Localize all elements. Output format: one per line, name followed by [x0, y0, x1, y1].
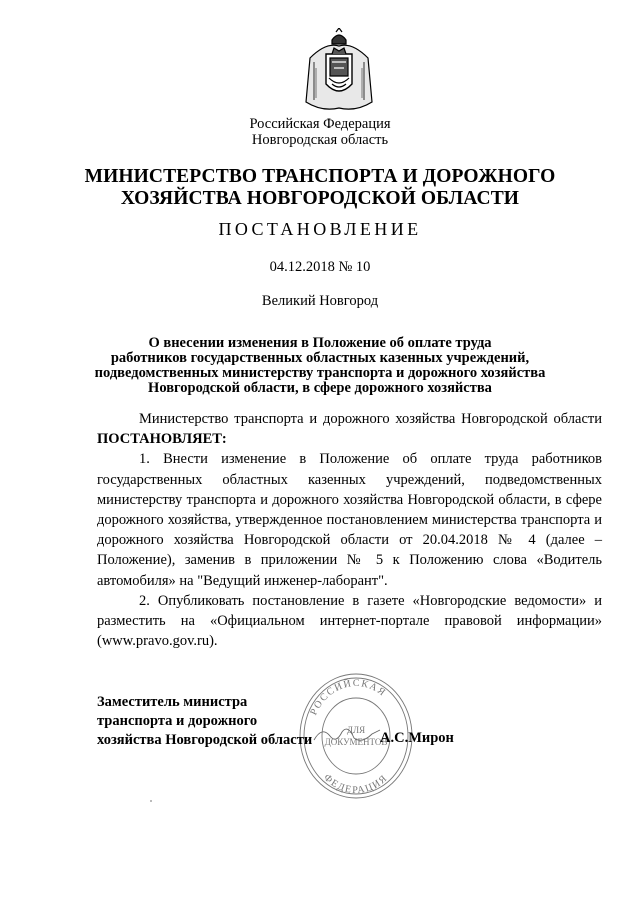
document-body	[97, 409, 602, 651]
signatory-position-line2: транспорта и дорожного	[97, 713, 258, 729]
decree-keyword: ПОСТАНОВЛЯЕТ:	[97, 431, 227, 448]
item-2-paragraph: 2. Опубликовать постановление в газете «Новгородские ведомости» и разместить на «Официальном интернет-портале правовой информации» (www.pravo.gov.ru).	[97, 592, 602, 650]
signatory-position-line3: хозяйства Новгородской области	[97, 732, 313, 748]
coat-of-arms-icon	[296, 28, 382, 114]
stamp-bottom-text: ФЕДЕРАЦИЯ	[321, 772, 391, 797]
document-type: ПОСТАНОВЛЕНИЕ	[218, 219, 422, 239]
ministry-title-line2: ХОЗЯЙСТВА НОВГОРОДСКОЙ ОБЛАСТИ	[120, 188, 520, 209]
country-name: Российская Федерация	[249, 116, 391, 132]
stamp-center-line1: ДЛЯ	[346, 725, 366, 735]
region-name: Новгородская область	[251, 132, 389, 148]
intro-paragraph	[97, 409, 602, 449]
subject-line3: подведомственных министерству транспорта и дорожного хозяйства	[94, 365, 546, 381]
signatory-name: А.С.Мирон	[380, 730, 454, 746]
scan-speck	[150, 800, 152, 802]
subject-line1: О внесении изменения в Положение об оплате труда	[148, 335, 492, 351]
stamp-center-line2: ДОКУМЕНТОВ	[324, 737, 388, 747]
ministry-title-line1: МИНИСТЕРСТВО ТРАНСПОРТА И ДОРОЖНОГО	[84, 166, 556, 187]
handwritten-signature-icon	[312, 722, 382, 746]
intro-text: Министерство транспорта и дорожного хозяйства Новгородской области	[139, 411, 602, 427]
item-1-paragraph: 1. Внести изменение в Положение об оплате труда работников государственных областных казенных учреждений, подведомственных министерству транспорта и дорожного хозяйства Новгородской области, в сфере дорожного хозяйства, утвержденное постановлением министерства транспорта и дорожного хозяйства Новгородской области от 20.04.2018 № 4 (далее – Положение), заменив в приложении № 5 к Положению слова «Водитель автомобиля» на "Ведущий инженер-лаборант".	[97, 451, 602, 589]
subject-line2: работников государственных областных казенных учреждений,	[110, 350, 530, 366]
city-name: Великий Новгород	[261, 293, 379, 309]
stamp-top-text: РОССИЙСКАЯ	[308, 677, 389, 718]
document-date-number: 04.12.2018 № 10	[269, 259, 371, 275]
subject-line4: Новгородской области, в сфере дорожного хозяйства	[148, 380, 492, 396]
signatory-position-line1: Заместитель министра	[97, 694, 248, 710]
